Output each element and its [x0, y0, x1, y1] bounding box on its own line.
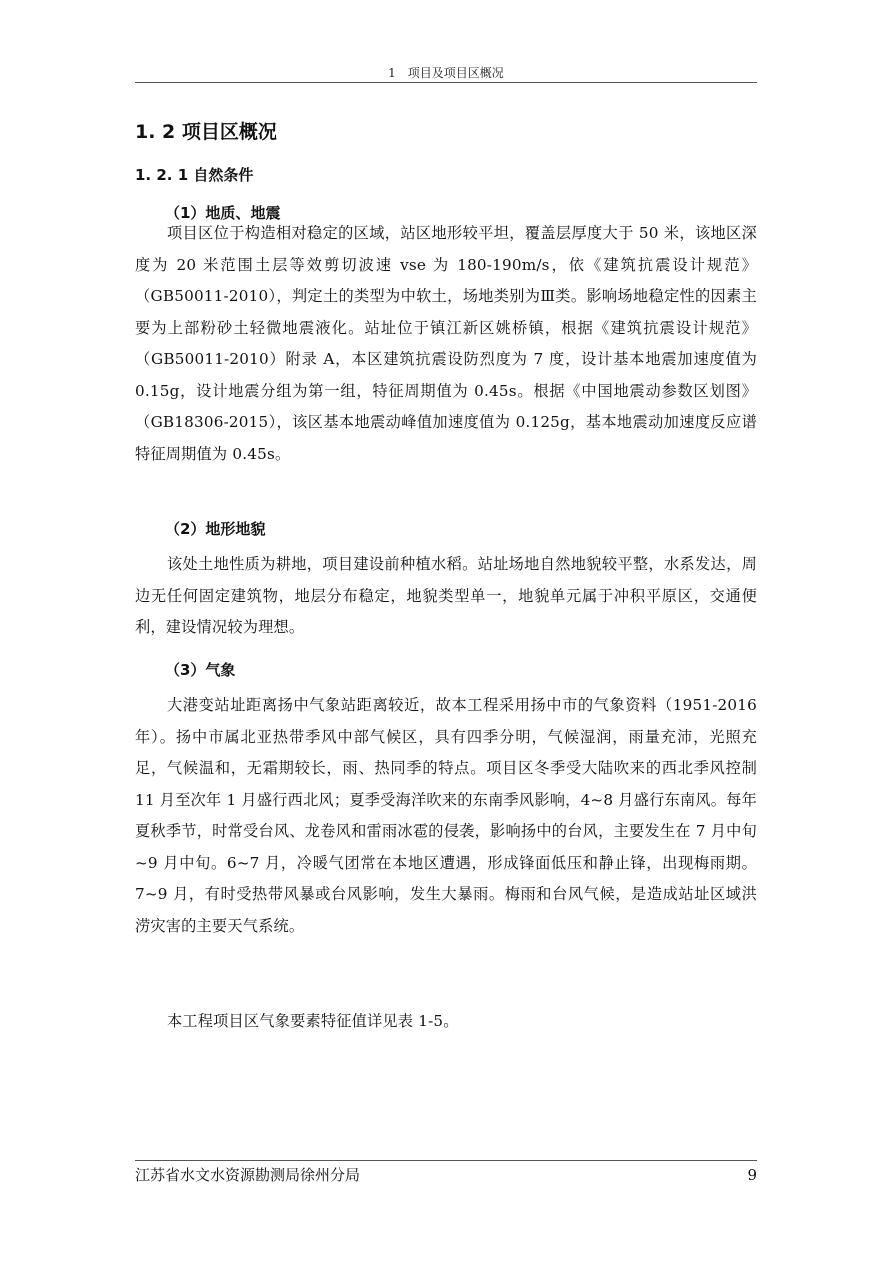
header-divider	[135, 82, 757, 83]
page-number: 9	[747, 1166, 757, 1184]
subsection-title: 1. 2. 1 自然条件	[135, 166, 254, 184]
heading-terrain: （2）地形地貌	[165, 520, 266, 538]
footer-divider	[135, 1160, 757, 1161]
heading-climate: （3）气象	[165, 661, 236, 679]
paragraph-climate-table-ref: 本工程项目区气象要素特征值详见表 1-5。	[167, 1012, 459, 1030]
paragraph-terrain: 该处土地性质为耕地，项目建设前种植水稻。站址场地自然地貌较平整，水系发达，周边无任何固定建筑物，地层分布稳定，地貌类型单一，地貌单元属于冲积平原区，交通便利，建设情况较为理想。	[135, 555, 757, 636]
paragraph-geology-earthquake: 项目区位于构造相对稳定的区域，站区地形较平坦，覆盖层厚度大于 50 米，该地区深度为 20 米范围土层等效剪切波速 vse 为 180-190m/s，依《建筑抗震设计规范》（GB50011-2010），判定土的类型为中软土，场地类别为Ⅲ类。影响场地稳定性的因素主要为上部粉砂土轻微地震液化。站址位于镇江新区姚桥镇，根据《建筑抗震设计规范》（GB50011-2010）附录 A，本区建筑抗震设防烈度为 7 度，设计基本地震加速度值为 0.15g，设计地震分组为第一组，特征周期值为 0.45s。根据《中国地震动参数区划图》（GB18306-2015），该区基本地震动峰值加速度值为 0.125g，基本地震动加速度反应谱特征周期值为 0.45s。	[135, 224, 757, 463]
heading-geology-earthquake: （1）地质、地震	[165, 204, 281, 222]
paragraph-climate: 大港变站址距离扬中气象站距离较近，故本工程采用扬中市的气象资料（1951-2016 年）。扬中市属北亚热带季风中部气候区，具有四季分明，气候湿润，雨量充沛，光照充足，气候温和，无霜期较长，雨、热同季的特点。项目区冬季受大陆吹来的西北季风控制 11 月至次年 1 月盛行西北风；夏季受海洋吹来的东南季风影响，4~8 月盛行东南风。每年夏秋季节，时常受台风、龙卷风和雷雨冰雹的侵袭，影响扬中的台风，主要发生在 7 月中旬~9 月中旬。6~7 月，冷暖气团常在本地区遭遇，形成锋面低压和静止锋，出现梅雨期。7~9 月，有时受热带风暴或台风影响，发生大暴雨。梅雨和台风气候，是造成站址区域洪涝灾害的主要天气系统。	[135, 696, 757, 935]
running-header: 1 项目及项目区概况	[388, 66, 504, 80]
footer-organization: 江苏省水文水资源勘测局徐州分局	[135, 1166, 361, 1184]
section-title: 1. 2 项目区概况	[135, 121, 277, 143]
